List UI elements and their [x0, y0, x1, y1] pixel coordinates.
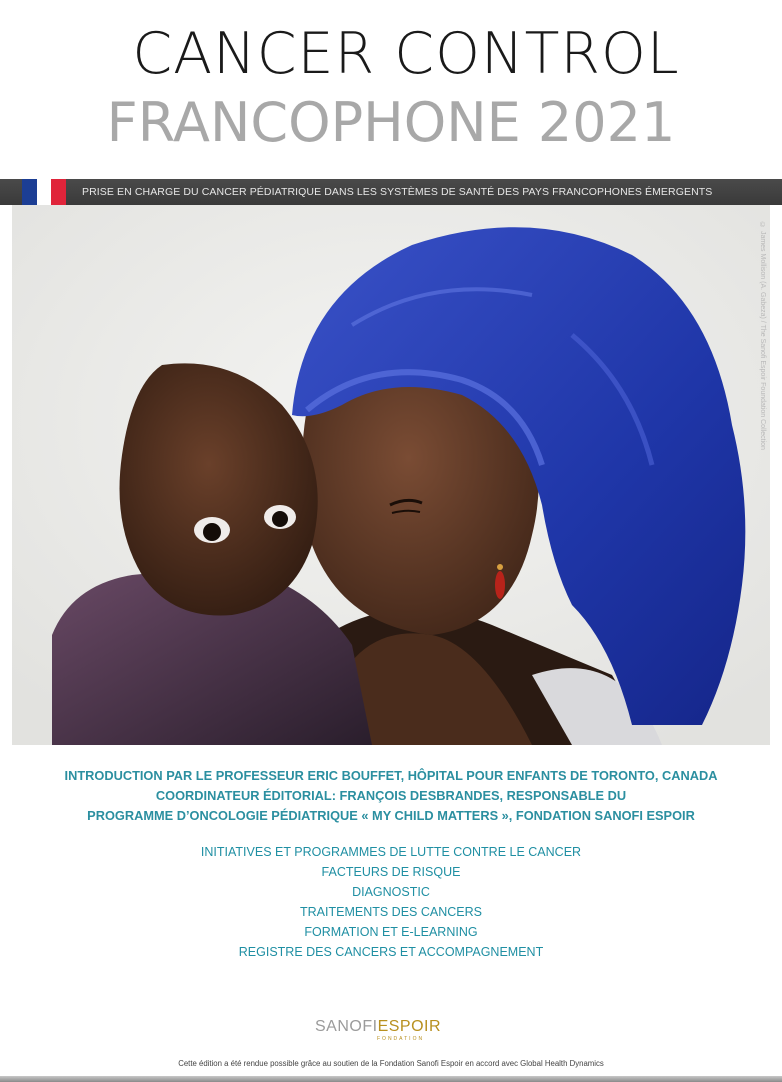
photo-credit: © James Mollison (A. Gabeza) / The Sanofi Espoir Foundation Collection [759, 222, 766, 450]
banner-subtitle: PRISE EN CHARGE DU CANCER PÉDIATRIQUE DANS LES SYSTÈMES DE SANTÉ DES PAYS FRANCOPHONES ÉMERGENTS [82, 186, 713, 198]
french-flag-icon [22, 179, 66, 205]
mother-and-child-photo [12, 205, 770, 745]
title-cancer-control: CANCER CONTROL [132, 21, 680, 87]
intro-line: COORDINATEUR ÉDITORIAL: FRANÇOIS DESBRANDES, RESPONSABLE DU [155, 788, 627, 803]
topic-item: TRAITEMENTS DES CANCERS [300, 905, 482, 919]
intro-line: PROGRAMME D’ONCOLOGIE PÉDIATRIQUE « MY CHILD MATTERS », FONDATION SANOFI ESPOIR [87, 808, 695, 823]
intro-block [0, 766, 782, 826]
topic-item: DIAGNOSTIC [352, 885, 430, 899]
footer-note: Cette édition a été rendue possible grâce au soutien de la Fondation Sanofi Espoir en accord avec Global Health Dynamics [178, 1059, 604, 1068]
sanofi-espoir-logo: SANOFIESPOIR FONDATION [315, 1018, 442, 1042]
topic-item: INITIATIVES ET PROGRAMMES DE LUTTE CONTRE LE CANCER [200, 845, 582, 859]
bottom-bar [0, 1076, 782, 1082]
title-francophone-2021: FRANCOPHONE 2021 [106, 91, 676, 154]
cover-photo [12, 205, 770, 745]
topic-item: REGISTRE DES CANCERS ET ACCOMPAGNEMENT [238, 945, 544, 959]
subtitle-banner [0, 179, 782, 205]
topic-item: FACTEURS DE RISQUE [321, 865, 461, 879]
intro-line: INTRODUCTION PAR LE PROFESSEUR ERIC BOUFFET, HÔPITAL POUR ENFANTS DE TORONTO, CANADA [64, 768, 718, 783]
logo-subtext: FONDATION [377, 1036, 425, 1042]
topic-item: FORMATION ET E-LEARNING [304, 925, 478, 939]
topics-list [0, 842, 782, 962]
